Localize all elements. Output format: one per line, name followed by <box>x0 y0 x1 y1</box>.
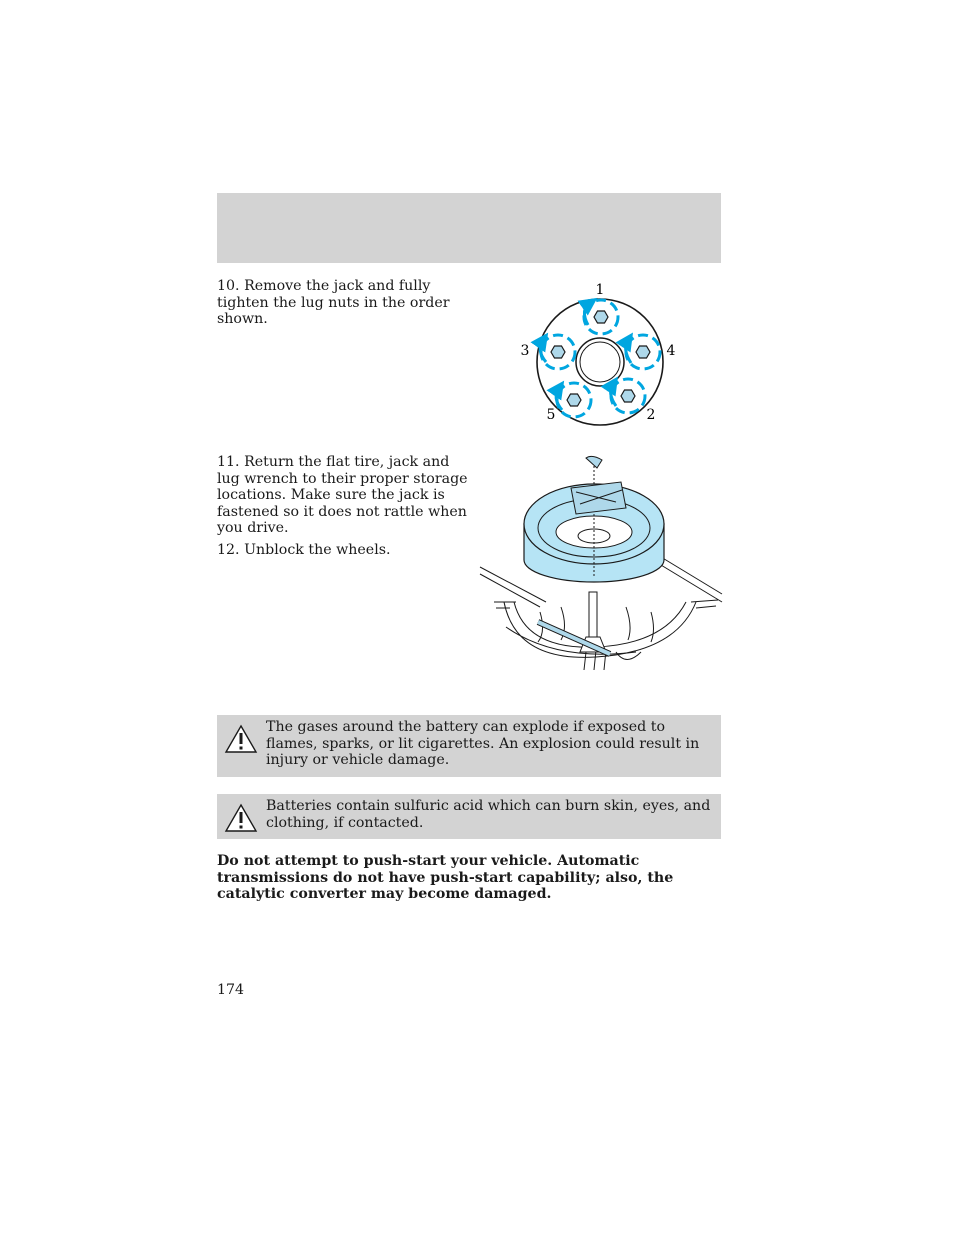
lug-label-5: 5 <box>546 407 556 423</box>
push-start-note: Do not attempt to push-start your vehicle. Automatic transmissions do not have push-start capability; also, the catalytic converter may become damaged. <box>217 853 674 903</box>
spare-tire-storage-illustration <box>476 452 726 678</box>
step-11-text: 11. Return the flat tire, jack and lug wrench to their proper storage locations. Make sure the jack is fastened so it does not rattle when you drive. <box>217 454 468 537</box>
lug-label-1: 1 <box>595 282 605 298</box>
jack-and-wrench <box>538 592 610 654</box>
warning-text-battery-gases: The gases around the battery can explode if exposed to flames, sparks, or lit cigarettes. An explosion could result in injury or vehicle damage. <box>266 719 700 769</box>
warning-triangle-icon <box>224 724 258 754</box>
warning-box-sulfuric-acid <box>217 794 721 839</box>
lug-nut-tightening-diagram <box>510 278 690 428</box>
lug-label-3: 3 <box>520 343 530 359</box>
page-number: 174 <box>217 982 245 998</box>
section-header-bar <box>217 193 721 263</box>
step-10-text: 10. Remove the jack and fully tighten the lug nuts in the order shown. <box>217 278 450 328</box>
warning-triangle-icon <box>224 803 258 833</box>
warning-box-battery-gases <box>217 715 721 777</box>
lug-label-4: 4 <box>666 343 676 359</box>
warning-text-sulfuric-acid: Batteries contain sulfuric acid which can burn skin, eyes, and clothing, if contacted. <box>266 798 711 831</box>
lug-label-2: 2 <box>646 407 656 423</box>
step-12-text: 12. Unblock the wheels. <box>217 542 391 558</box>
